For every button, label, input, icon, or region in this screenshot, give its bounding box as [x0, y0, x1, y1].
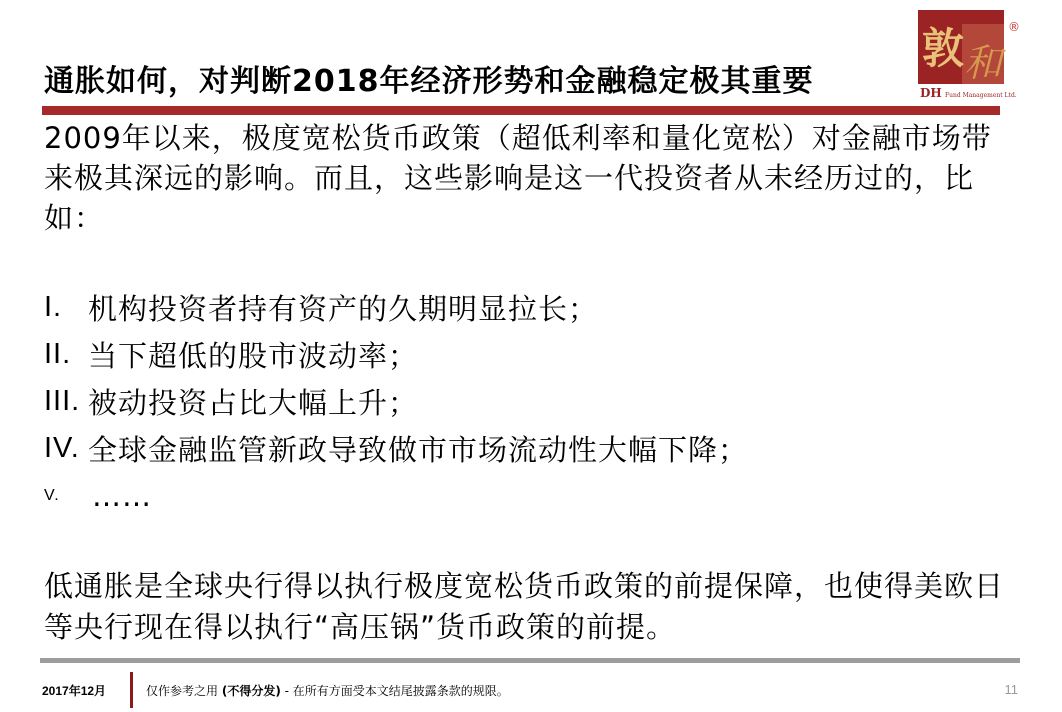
list-item-number: IV. [44, 432, 80, 464]
company-logo [918, 10, 1020, 100]
logo-dh-subtitle: Fund Management Ltd. [944, 92, 1017, 99]
list-item [44, 331, 748, 378]
page-number: 11 [1004, 682, 1018, 697]
disclaimer-bold: (不得分发) [221, 684, 281, 698]
list-item [44, 472, 748, 519]
list-item-text: …… [92, 478, 152, 513]
intro-paragraph: 2009年以来，极度宽松货币政策（超低利率和量化宽松）对金融市场带来极其深远的影响。而且，这些影响是这一代投资者从未经历过的，比如： [44, 121, 992, 235]
points-list [44, 284, 748, 519]
list-item-text: 当下超低的股市波动率； [88, 339, 419, 373]
logo-dh-letters: DH [920, 86, 942, 100]
list-item-text: 被动投资占比大幅上升； [88, 386, 419, 420]
registered-mark: ® [1008, 20, 1020, 34]
list-item [44, 378, 748, 425]
list-item [44, 425, 748, 472]
list-item [44, 284, 748, 331]
list-item-text: 全球金融监管新政导致做市市场流动性大幅下降； [88, 433, 749, 467]
title-divider [42, 106, 1000, 115]
list-item-number: III. [44, 385, 81, 417]
logo-character-he: 和 [964, 41, 1003, 85]
footer-disclaimer [146, 682, 509, 699]
footer-date: 2017年12月 [42, 684, 107, 698]
disclaimer-suffix: - 在所有方面受本文结尾披露条款的规限。 [280, 684, 509, 698]
logo-dh-text [920, 86, 1017, 100]
list-item-number: II. [44, 338, 72, 370]
disclaimer-prefix: 仅作参考之用 [146, 684, 222, 698]
list-item-number: V. [44, 486, 60, 504]
conclusion-paragraph: 低通胀是全球央行得以执行极度宽松货币政策的前提保障，也使得美欧日等央行现在得以执行“高压锅”货币政策的前提。 [44, 569, 1005, 644]
list-item-number: I. [44, 291, 63, 323]
logo-character-dun: 敦 [922, 24, 965, 73]
footer-separator [130, 672, 133, 708]
list-item-text: 机构投资者持有资产的久期明显拉长； [88, 292, 599, 326]
footer-divider [40, 658, 1020, 663]
slide-title: 通胀如何，对判断2018年经济形势和金融稳定极其重要 [44, 64, 814, 99]
